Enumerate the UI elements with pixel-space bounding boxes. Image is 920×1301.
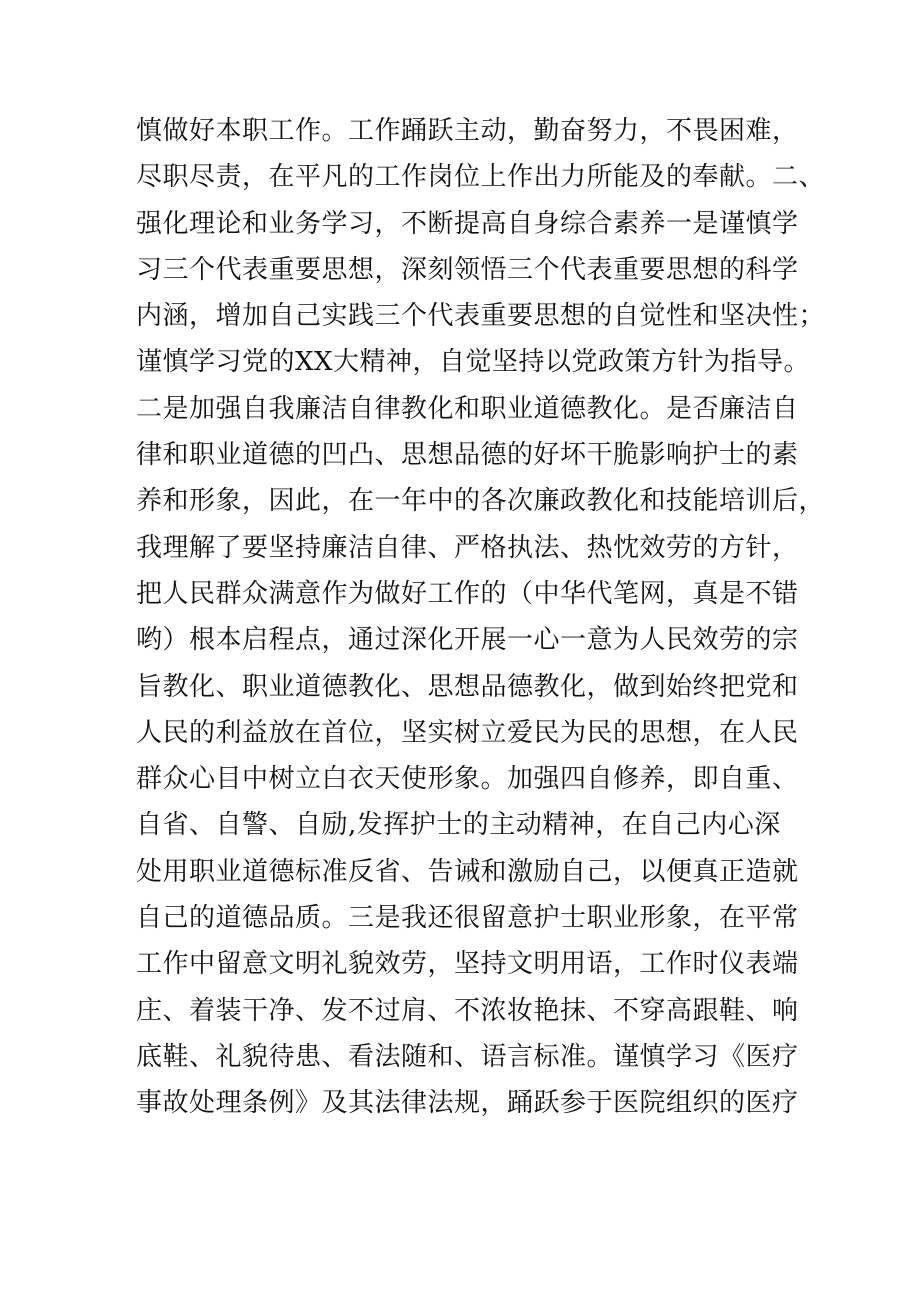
- text-line: 二是加强自我廉洁自律教化和职业道德教化。是否廉洁自: [136, 393, 799, 424]
- text-line: 尽职尽责，在平凡的工作岗位上作出力所能及的奉献。二、: [136, 162, 826, 193]
- text-line: 把人民群众满意作为做好工作的（中华代笔网，真是不错: [136, 578, 799, 609]
- text-line: 内涵，增加自己实践三个代表重要思想的自觉性和坚决性；: [136, 301, 826, 332]
- text-line: 群众心目中树立白衣天使形象。加强四自修养，即自重、: [136, 764, 799, 795]
- body-text: [136, 108, 826, 1127]
- text-line: 自省、自警、自励,发挥护士的主动精神，在自己内心深: [136, 810, 781, 841]
- text-line: 处用职业道德标准反省、告诫和激励自己，以便真正造就: [136, 856, 799, 887]
- text-line: 工作中留意文明礼貌效劳，坚持文明用语，工作时仪表端: [136, 949, 799, 980]
- text-line: 人民的利益放在首位，坚实树立爱民为民的思想，在人民: [136, 717, 799, 748]
- text-line: 养和形象，因此，在一年中的各次廉政教化和技能培训后，: [136, 486, 826, 517]
- text-line: 旨教化、职业道德教化、思想品德教化，做到始终把党和: [136, 671, 799, 702]
- text-line: 慎做好本职工作。工作踊跃主动，勤奋努力，不畏困难，: [136, 116, 799, 146]
- text-line: 底鞋、礼貌待患、看法随和、语言标准。谨慎学习《医疗: [136, 1041, 799, 1072]
- text-line: 我理解了要坚持廉洁自律、严格执法、热忱效劳的方针，: [136, 532, 799, 563]
- text-line: 自己的道德品质。三是我还很留意护士职业形象，在平常: [136, 903, 799, 934]
- text-line: 哟）根本启程点，通过深化开展一心一意为人民效劳的宗: [136, 625, 799, 656]
- text-line: 律和职业道德的凹凸、思想品德的好坏干脆影响护士的素: [136, 440, 799, 471]
- text-line: 强化理论和业务学习，不断提高自身综合素养一是谨慎学: [136, 208, 799, 239]
- text-line: 谨慎学习党的XX大精神，自觉坚持以党政策方针为指导。: [136, 347, 811, 378]
- text-line: 庄、着装干净、发不过肩、不浓妆艳抹、不穿高跟鞋、响: [136, 995, 799, 1026]
- text-line: 事故处理条例》及其法律法规，踊跃参于医院组织的医疗: [136, 1088, 799, 1119]
- text-line: 习三个代表重要思想，深刻领悟三个代表重要思想的科学: [136, 254, 799, 285]
